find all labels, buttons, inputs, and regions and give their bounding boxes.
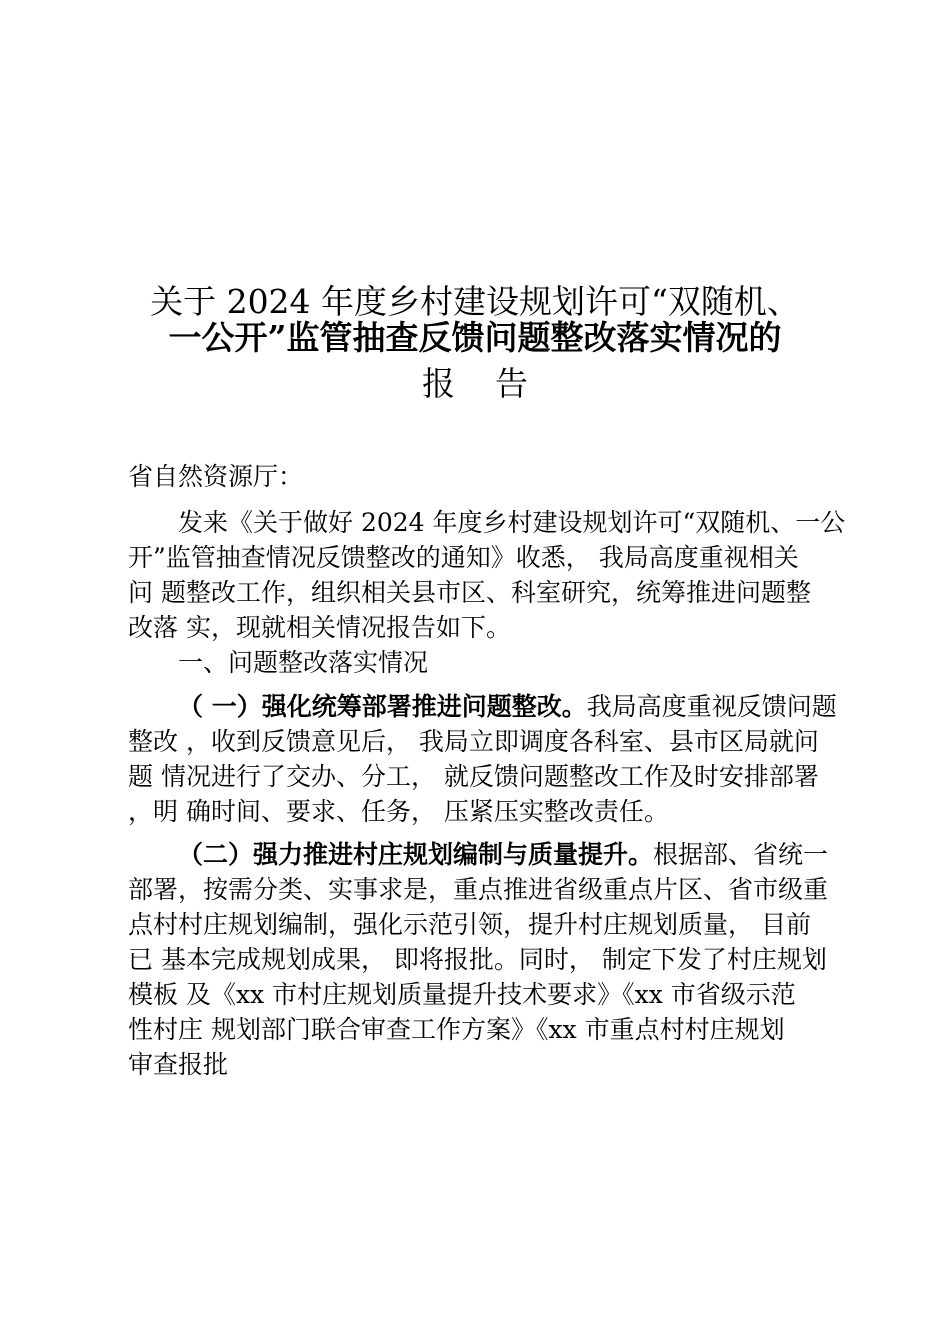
item-1-line-3: 题 情况进行了交办、分工， 就反馈问题整改工作及时安排部署 — [128, 762, 819, 791]
item-2-line-3: 点村村庄规划编制，强化示范引领，提升村庄规划质量， 目前 — [128, 910, 811, 939]
item-1-line-2: 整改 ，收到反馈意见后， 我局立即调度各科室、县市区局就问 — [128, 727, 819, 756]
item-2-line-1 — [128, 837, 833, 872]
item-1-heading: （ 一）强化统筹部署推进问题整改。 — [178, 692, 587, 721]
item-2-line-4: 已 基本完成规划成果， 即将报批。同时， 制定下发了村庄规划 — [128, 945, 827, 974]
intro-line-1: 发来《关于做好 2024 年度乡村建设规划许可“双随机、一公 — [178, 508, 846, 537]
item-2-line-7: 审查报批 — [128, 1050, 229, 1079]
section-1-heading: 一、问题整改落实情况 — [178, 648, 429, 677]
title-line-1: 关于 2024 年度乡村建设规划许可“双随机、 — [150, 282, 800, 321]
item-2-line-6: 性村庄 规划部门联合审查工作方案》《xx 市重点村村庄规划 — [128, 1015, 785, 1044]
item-2-heading: （二）强力推进村庄规划编制与质量提升。 — [178, 840, 654, 869]
salutation: 省自然资源厅： — [128, 462, 304, 491]
item-1-line-1-text: 我局高度重视反馈问题 — [586, 692, 837, 721]
item-2-line-1-text: 根据部、省统一 — [653, 840, 829, 869]
title-line-2: 一公开”监管抽查反馈问题整改落实情况的 — [168, 318, 782, 357]
intro-line-4: 改落 实，现就相关情况报告如下。 — [128, 613, 511, 642]
item-2-line-5: 模板 及《xx 市村庄规划质量提升技术要求》《xx 市省级示范 — [128, 980, 796, 1009]
item-1-line-1 — [128, 689, 837, 724]
intro-line-3: 问 题整改工作，组织相关县市区、科室研究，统筹推进问题整 — [128, 578, 811, 607]
item-1-line-4: ，明 确时间、要求、任务， 压紧压实整改责任。 — [128, 797, 669, 826]
intro-line-2: 开”监管抽查情况反馈整改的通知》收悉， 我局高度重视相关 — [128, 543, 799, 572]
title-line-3: 报告 — [422, 364, 568, 403]
item-2-line-2: 部署，按需分类、实事求是，重点推进省级重点片区、省市级重 — [128, 875, 829, 904]
